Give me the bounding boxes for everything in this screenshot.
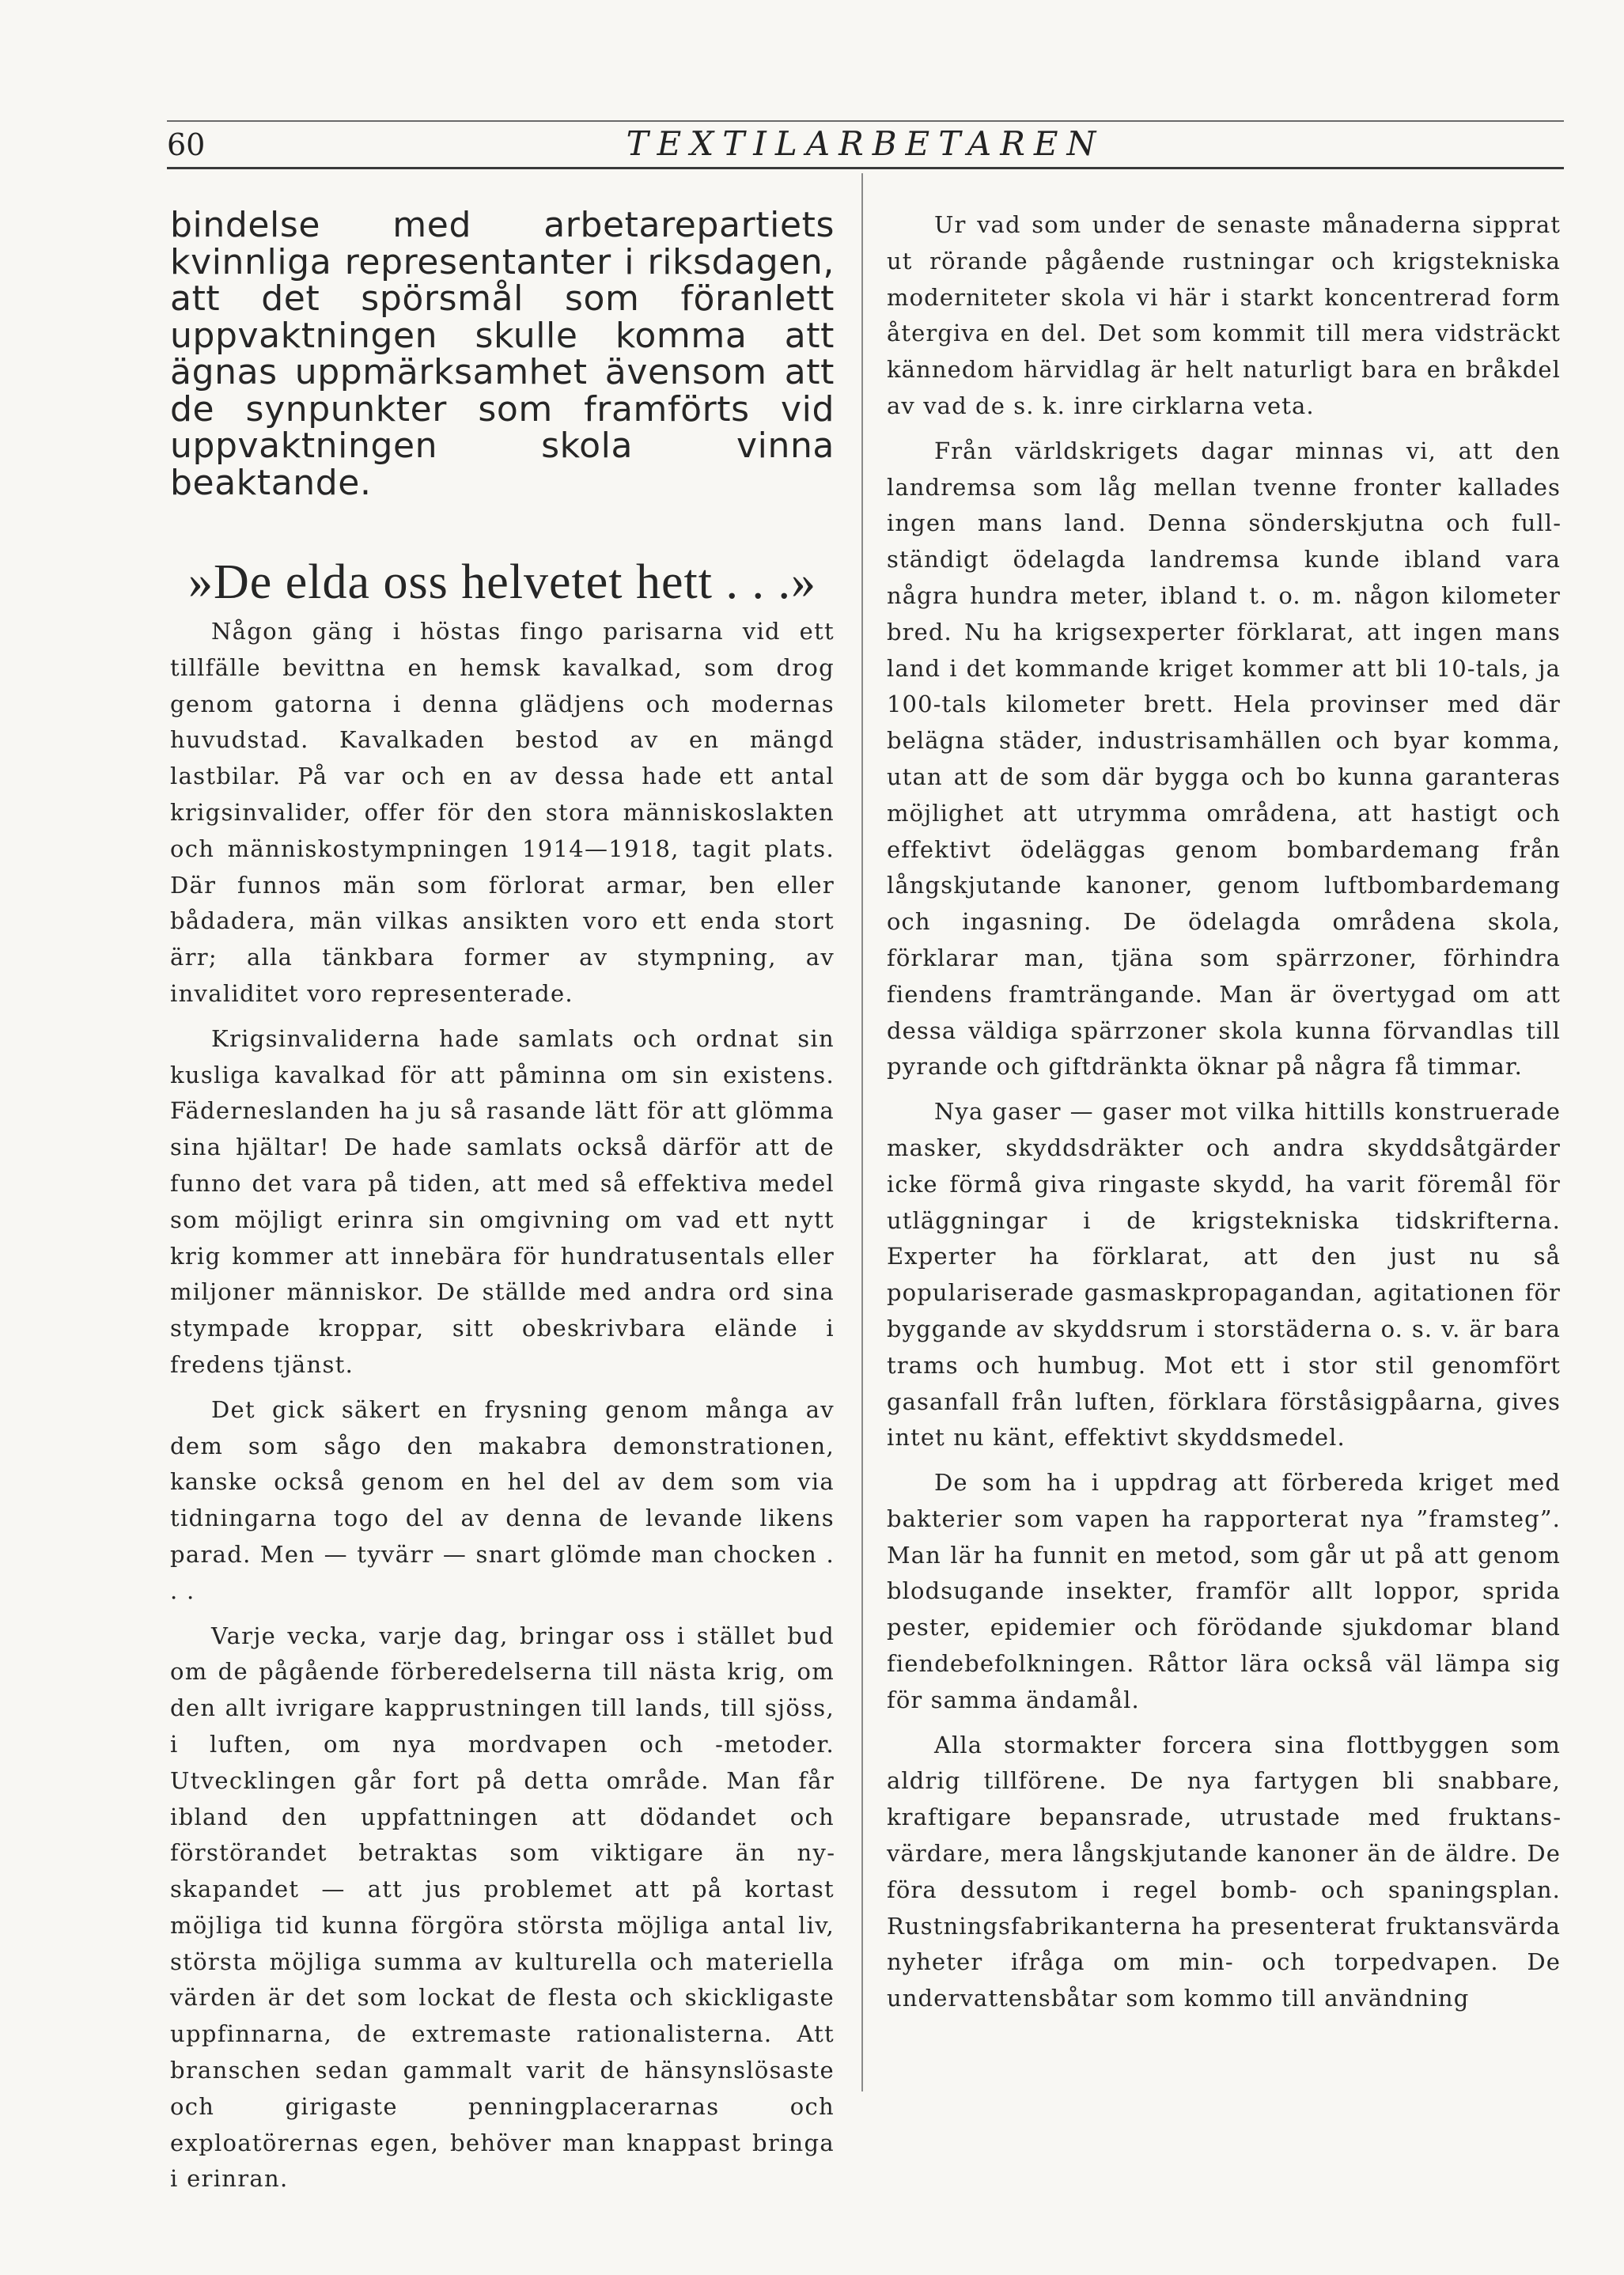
lead-paragraph: bindelse med arbetarepartiets kvinnliga representanter i riksdagen, att det spörsmål som föranlett uppvaktningen skulle komma att ägnas uppmärksamhet ävensom att de synpunkter som framförts vid uppvaktningen skola vinna beaktande. bbox=[170, 205, 835, 503]
paragraph: Ur vad som under de senaste månaderna sipprat ut rörande pågående rustningar och krigstekniska moderniteter skola vi här i starkt koncentrerad form återgiva en del. Det som kommit till mera vidsträckt kännedom härvidlag är helt naturligt bara en bråkdel av vad de s. k. inre cirklarna veta. bbox=[887, 211, 1561, 419]
section-heading: »De elda oss helvetet hett . . .» bbox=[187, 555, 816, 609]
paragraph: Det gick säkert en frysning genom många av dem som sågo den makabra demonstrationen, kanske också genom en hel del av dem som via tidningarna togo del av denna de levande likens parad. Men — tyvärr — snart glömde man chocken . . . bbox=[170, 1395, 835, 1604]
paragraph: Alla stormakter forcera sina flottbyggen som aldrig tillförene. De nya fartygen bli snabbare, kraftigare bepansrade, utrustade med fruktansvärdare, mera långskjutande kanoner än de äldre. De föra dessutom i regel bomb- och spaningsplan. Rustningsfabrikanterna ha presenterat fruktansvärda nyheter ifråga om min- och torpedvapen. De undervattensbåtar som kommo till användning bbox=[887, 1731, 1561, 2012]
paragraph: De som ha i uppdrag att förbereda kriget med bakterier som vapen ha rapporterat nya ”framsteg”. Man lär ha funnit en metod, som går ut på att genom blodsugande insekter, framför allt loppor, sprida pester, epidemier och förödande sjukdomar bland fiendebefolkningen. Råttor lära också väl lämpa sig för samma ändamål. bbox=[887, 1469, 1561, 1713]
paragraph: Krigsinvaliderna hade samlats och ordnat sin kusliga kavalkad för att påminna om sin existens. Fäderneslanden ha ju så rasande lätt för att glömma sina hjältar! De hade samlats också därför att de funno det vara på tiden, att med så effektiva medel som möjligt erinra sin omgivning om vad ett nytt krig kommer att innebära för hundratusentals eller miljoner människor. De ställde med andra ord sina stympade kroppar, sitt obeskrivbara elände i fredens tjänst. bbox=[170, 1024, 835, 1378]
paragraph: Från världskrigets dagar minnas vi, att den landremsa som låg mellan tvenne fronter kallades ingen mans land. Denna sönderskjutna och fullständigt ödelagda landremsa kunde ibland vara några hundra meter, ibland t. o. m. någon kilometer bred. Nu ha krigsexperter förklarat, att ingen mans land i det kommande kriget kommer att bli 10-tals, ja 100-tals kilometer brett. Hela provinser med där belägna städer, industrisamhällen och byar komma, utan att de som där bygga och bo kunna garanteras möjlighet att utrymma områdena, att hastigt och effektivt ödeläggas genom bombardemang från långskjutande kanoner, genom luftbombardemang och ingasning. De ödelagda områdena skola, förklarar man, tjäna som spärrzoner, förhindra fiendens framträngande. Man är övertygad om att dessa väldiga spärrzoner skola kunna förvandlas till pyrande och giftdränkta öknar på några få timmar. bbox=[887, 437, 1561, 1081]
header-top-rule bbox=[167, 120, 1564, 122]
left-column-body bbox=[170, 614, 835, 2197]
left-column bbox=[170, 207, 835, 2197]
column-divider bbox=[861, 173, 863, 2091]
paragraph: Varje vecka, varje dag, bringar oss i stället bud om de pågående förberedelserna till nästa krig, om den allt ivrigare kapprustningen till lands, till sjöss, i luften, om nya mordvapen och -metoder. Utvecklingen går fort på detta område. Man får ibland den uppfattningen att dödandet och förstörandet betraktas som viktigare än nyskapandet — att jus problemet att på kortast möjliga tid kunna förgöra största möjliga antal liv, största möjliga summa av kulturella och materiella värden är det som lockat de flesta och skickligaste uppfinnarna, de extremaste rationalisterna. Att branschen sedan gammalt varit de hänsynslösaste och girigaste penningplacerarnas och exploatörernas egen, behöver man knappast bringa i erinran. bbox=[170, 1622, 835, 2193]
right-column-body bbox=[887, 207, 1561, 2017]
journal-title: TEXTILARBETAREN bbox=[626, 124, 1105, 163]
header-bottom-rule bbox=[167, 167, 1564, 169]
running-header bbox=[167, 120, 1564, 169]
paragraph: Någon gäng i höstas fingo parisarna vid ett tillfälle bevittna en hemsk kavalkad, som drog genom gatorna i denna glädjens och modernas huvudstad. Kavalkaden bestod av en mängd lastbilar. På var och en av dessa hade ett antal krigsinvalider, offer för den stora människoslakten och människostympningen 1914—1918, tagit plats. Där funnos män som förlorat armar, ben eller bådadera, män vilkas ansikten voro ett enda stort ärr; alla tänkbara former av stympning, av invaliditet voro representerade. bbox=[170, 618, 835, 1007]
paragraph: Nya gaser — gaser mot vilka hittills konstruerade masker, skyddsdräkter och andra skyddsåtgärder icke förmå giva ringaste skydd, ha varit föremål för utläggningar i de krigstekniska tidskrifterna. Experter ha förklarat, att den just nu så populariserade gasmaskpropagandan, agitationen för byggande av skyddsrum i storstäderna o. s. v. är bara trams och humbug. Mot ett i stor stil genomfört gasanfall från luften, förklara förståsigpåarna, gives intet nu känt, effektivt skyddsmedel. bbox=[887, 1098, 1561, 1452]
page-number: 60 bbox=[167, 127, 206, 162]
right-column bbox=[887, 207, 1561, 2017]
